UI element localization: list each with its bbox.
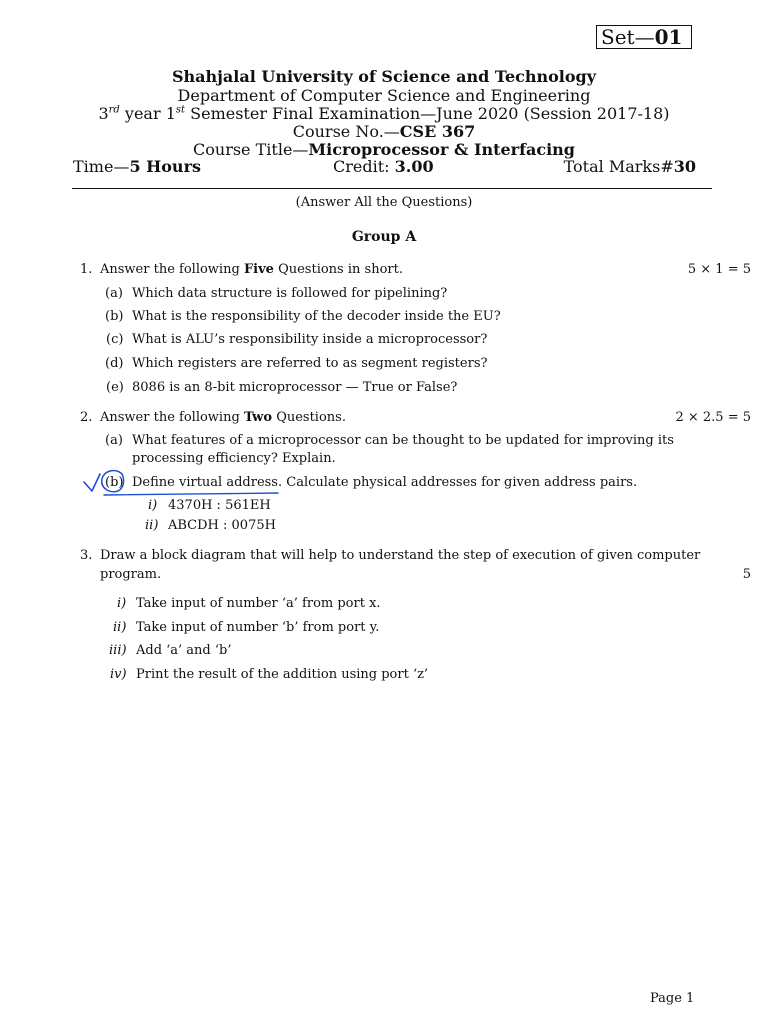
exam-description: Semester Final Examination—June 2020 (Session 2017-18) [190,104,670,123]
question-3-number: 3. [80,548,93,563]
time-value: 5 Hours [129,157,201,176]
year-word: year 1 [124,104,176,123]
marks-prefix: Total Marks# [563,157,674,176]
credit-line [333,157,434,176]
department-name: Department of Computer Science and Engineering [177,86,591,105]
course-number: CSE 367 [399,122,476,141]
q3-step-iii-label: iii) [109,643,127,658]
marks-value: 30 [673,157,696,176]
q1-rest: Questions in short. [278,262,403,277]
q1-bold: Five [243,262,274,277]
time-prefix: Time— [73,157,130,176]
q3-step-i-text: Take input of number ‘a’ from port x. [136,596,381,611]
q1-lead: Answer the following [100,262,240,277]
question-2-marks: 2 × 2.5 = 5 [675,410,751,425]
q2-rest: Questions. [276,410,346,425]
q3-step-iv-label: iv) [110,667,127,682]
question-2-stem [100,410,346,425]
credit-prefix: Credit: [333,157,390,176]
circle-mark-icon [102,471,124,492]
q2-item-a-label: (a) [105,433,123,448]
course-title-prefix: Course Title— [193,140,309,159]
q1-item-c-label: (c) [106,332,124,347]
q2-item-a-line-2: processing efficiency? Explain. [132,451,336,466]
question-3-marks: 5 [742,567,751,582]
course-title: Microprocessor & Interfacing [308,140,575,159]
q1-item-b-label: (b) [105,309,124,324]
year-number: 3 [98,104,109,123]
q3-step-ii-label: ii) [113,620,127,635]
q2-b-underlined: Define virtual address. [132,475,283,490]
q3-step-ii-text: Take input of number ‘b’ from port y. [136,620,380,635]
set-box [596,25,692,49]
q1-item-a-label: (a) [105,286,123,301]
q1-item-b-text: What is the responsibility of the decoder inside the EU? [132,309,501,324]
q1-item-e-label: (e) [106,380,124,395]
q1-item-d-label: (d) [105,356,124,371]
university-name: Shahjalal University of Science and Technology [171,67,597,86]
set-number: 01 [654,25,683,49]
instructions: (Answer All the Questions) [295,195,473,210]
q1-item-a-text: Which data structure is followed for pipelining? [132,286,448,301]
q2-subitem-ii-label: ii) [145,518,159,533]
credit-value: 3.00 [394,157,434,176]
q2-b-rest: Calculate physical addresses for given address pairs. [286,475,638,490]
question-1-number: 1. [80,262,93,277]
question-3-line-1: Draw a block diagram that will help to understand the step of execution of given computer [100,548,701,563]
set-prefix: Set— [601,25,655,49]
q2-item-b-label: (b) [105,475,124,490]
q3-step-iii-text: Add ‘a’ and ‘b’ [136,643,232,658]
header-divider [72,188,712,189]
q2-bold: Two [243,410,273,425]
handwritten-annotation [78,464,288,500]
semester-suffix: st [175,104,186,116]
q3-step-iv-text: Print the result of the addition using port ‘z’ [136,667,429,682]
q1-item-c-text: What is ALU’s responsibility inside a microprocessor? [132,332,488,347]
course-number-line [0,122,768,141]
q1-item-d-text: Which registers are referred to as segment registers? [132,356,488,371]
course-no-prefix: Course No.— [292,122,400,141]
year-suffix: rd [108,104,120,116]
question-1-stem [100,262,403,277]
check-mark-icon [84,474,100,491]
q2-subitem-i-text: 4370H : 561EH [168,498,271,513]
q2-subitem-i-label: i) [148,498,158,513]
q2-lead: Answer the following [100,410,240,425]
exam-line [0,104,768,123]
q2-subitem-ii-text: ABCDH : 0075H [168,518,276,533]
q3-step-i-label: i) [117,596,127,611]
q1-item-e-text: 8086 is an 8-bit microprocessor — True or False? [132,380,458,395]
page-number: Page 1 [650,991,695,1006]
question-3-line-2: program. [100,567,162,582]
total-marks-line [564,157,696,176]
underline-mark-icon [104,493,278,495]
q2-item-a-line-1: What features of a microprocessor can be thought to be updated for improving its [132,433,674,448]
question-1-marks: 5 × 1 = 5 [687,262,751,277]
time-line [73,157,201,176]
question-2-number: 2. [80,410,93,425]
group-title: Group A [351,229,417,245]
